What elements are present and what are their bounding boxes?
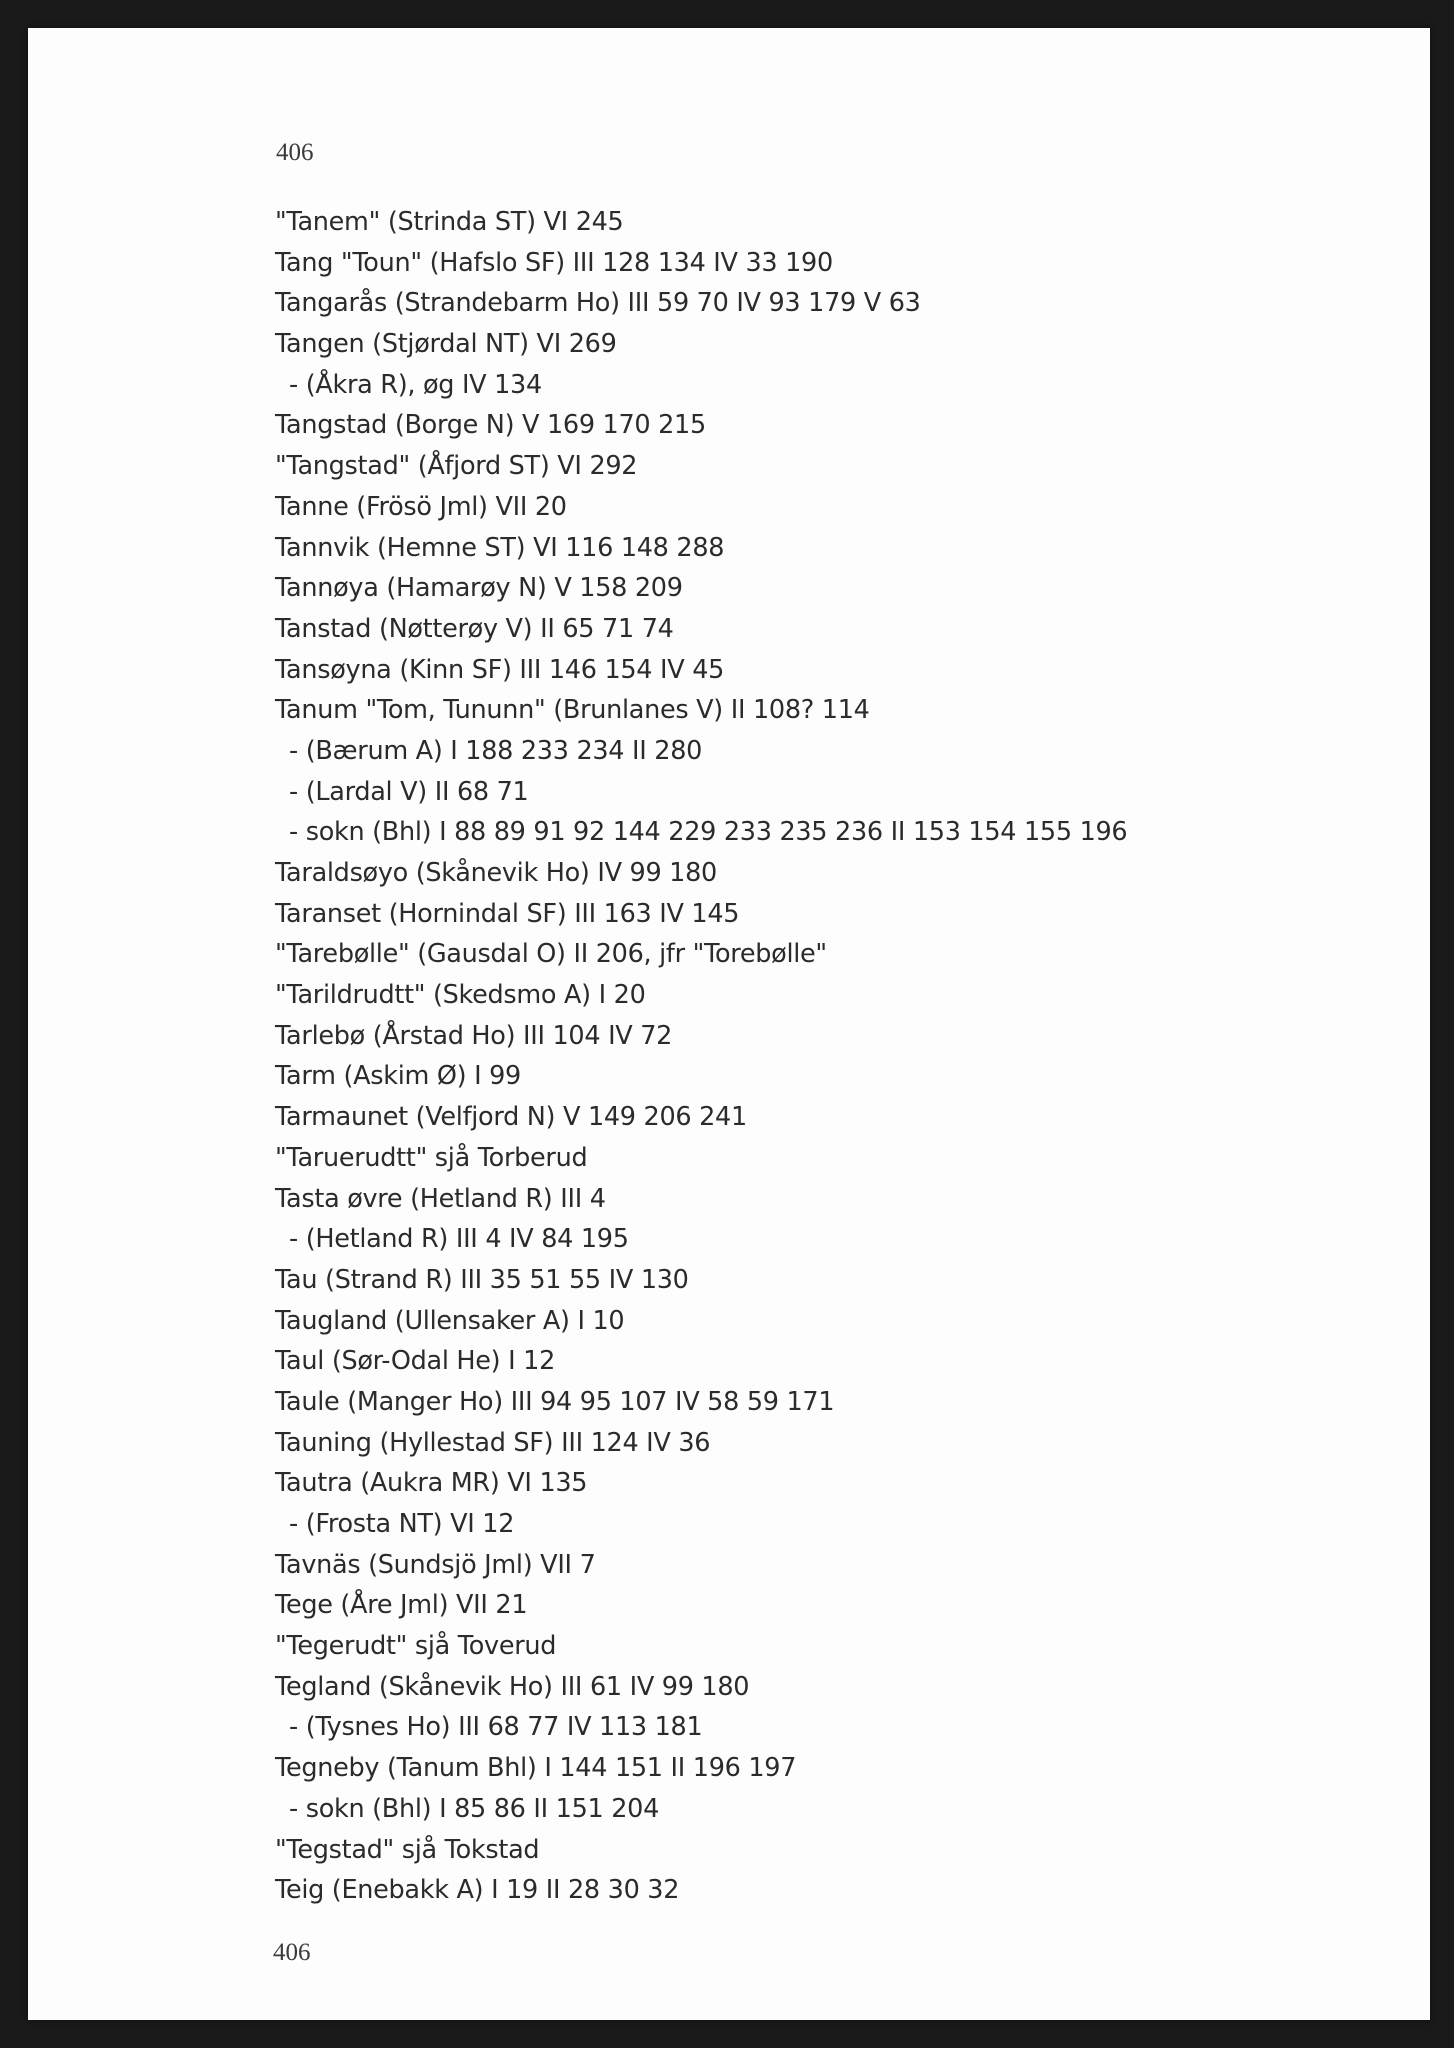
index-subentry: - (Frosta NT) VI 12 bbox=[289, 1509, 515, 1539]
index-entry: Taraldsøyo (Skånevik Ho) IV 99 180 bbox=[275, 858, 717, 888]
index-entry: Tanstad (Nøtterøy V) II 65 71 74 bbox=[275, 613, 674, 644]
index-entry: Tarmaunet (Velfjord N) V 149 206 241 bbox=[275, 1102, 747, 1133]
index-entry: "Tarildrudtt" (Skedsmo A) I 20 bbox=[275, 980, 646, 1011]
index-entry: Teig (Enebakk A) I 19 II 28 30 32 bbox=[275, 1875, 680, 1906]
index-entry: Tanne (Frösö Jml) VII 20 bbox=[275, 491, 567, 522]
index-entry: Tegland (Skånevik Ho) III 61 IV 99 180 bbox=[275, 1671, 750, 1702]
index-entry: Taranset (Hornindal SF) III 163 IV 145 bbox=[275, 898, 740, 929]
index-entry: Tegneby (Tanum Bhl) I 144 151 II 196 197 bbox=[275, 1753, 797, 1784]
index-entry: "Tegerudt" sjå Toverud bbox=[275, 1631, 557, 1662]
index-entry: Taul (Sør-Odal He) I 12 bbox=[275, 1346, 556, 1377]
index-entry: Tau (Strand R) III 35 51 55 IV 130 bbox=[275, 1264, 689, 1295]
index-entry: Tege (Åre Jml) VII 21 bbox=[275, 1590, 528, 1621]
index-entry: Tavnäs (Sundsjö Jml) VII 7 bbox=[275, 1549, 596, 1580]
page-number-bottom: 406 bbox=[273, 1939, 311, 1966]
index-entry: "Tangstad" (Åfjord ST) VI 292 bbox=[275, 451, 638, 482]
index-entry: Tasta øvre (Hetland R) III 4 bbox=[275, 1183, 606, 1214]
index-entry: "Tarebølle" (Gausdal O) II 206, jfr "Torebølle" bbox=[275, 939, 827, 970]
index-entry: "Taruerudtt" sjå Torberud bbox=[275, 1142, 588, 1173]
index-subentry: - (Åkra R), øg IV 134 bbox=[289, 369, 542, 400]
index-entry: Tansøyna (Kinn SF) III 146 154 IV 45 bbox=[275, 654, 725, 685]
index-entry: "Tegstad" sjå Tokstad bbox=[275, 1834, 540, 1865]
index-entry: Tauning (Hyllestad SF) III 124 IV 36 bbox=[275, 1427, 711, 1458]
index-subentry: - sokn (Bhl) I 85 86 II 151 204 bbox=[289, 1793, 660, 1824]
index-entry: Tannvik (Hemne ST) VI 116 148 288 bbox=[275, 532, 725, 563]
index-entry: Tangen (Stjørdal NT) VI 269 bbox=[275, 329, 617, 360]
index-entry: Taugland (Ullensaker A) I 10 bbox=[275, 1305, 625, 1336]
index-entry: Tangarås (Strandebarm Ho) III 59 70 IV 93 179 V 63 bbox=[275, 288, 921, 319]
index-entry: Tannøya (Hamarøy N) V 158 209 bbox=[275, 573, 683, 604]
index-subentry: - (Bærum A) I 188 233 234 II 280 bbox=[289, 735, 703, 766]
page-number-top: 406 bbox=[276, 139, 314, 166]
index-entry: Tautra (Aukra MR) VI 135 bbox=[275, 1468, 588, 1499]
index-entry: "Tanem" (Strinda ST) VI 245 bbox=[275, 207, 624, 237]
index-subentry: - (Hetland R) III 4 IV 84 195 bbox=[289, 1224, 629, 1255]
index-subentry: - (Lardal V) II 68 71 bbox=[289, 776, 529, 807]
index-entry: Tangstad (Borge N) V 169 170 215 bbox=[275, 410, 706, 441]
index-entry: Tarlebø (Årstad Ho) III 104 IV 72 bbox=[275, 1020, 673, 1051]
index-entry: Tanum "Tom, Tununn" (Brunlanes V) II 108? 114 bbox=[275, 695, 870, 726]
document-page bbox=[28, 28, 1430, 2020]
index-entry-list bbox=[275, 202, 1127, 1911]
index-entry: Taule (Manger Ho) III 94 95 107 IV 58 59 171 bbox=[275, 1386, 835, 1417]
index-subentry: - sokn (Bhl) I 88 89 91 92 144 229 233 235 236 II 153 154 155 196 bbox=[289, 817, 1128, 848]
index-entry: Tang "Toun" (Hafslo SF) III 128 134 IV 33 190 bbox=[275, 247, 833, 278]
index-subentry: - (Tysnes Ho) III 68 77 IV 113 181 bbox=[289, 1712, 703, 1743]
index-entry: Tarm (Askim Ø) I 99 bbox=[275, 1061, 521, 1092]
